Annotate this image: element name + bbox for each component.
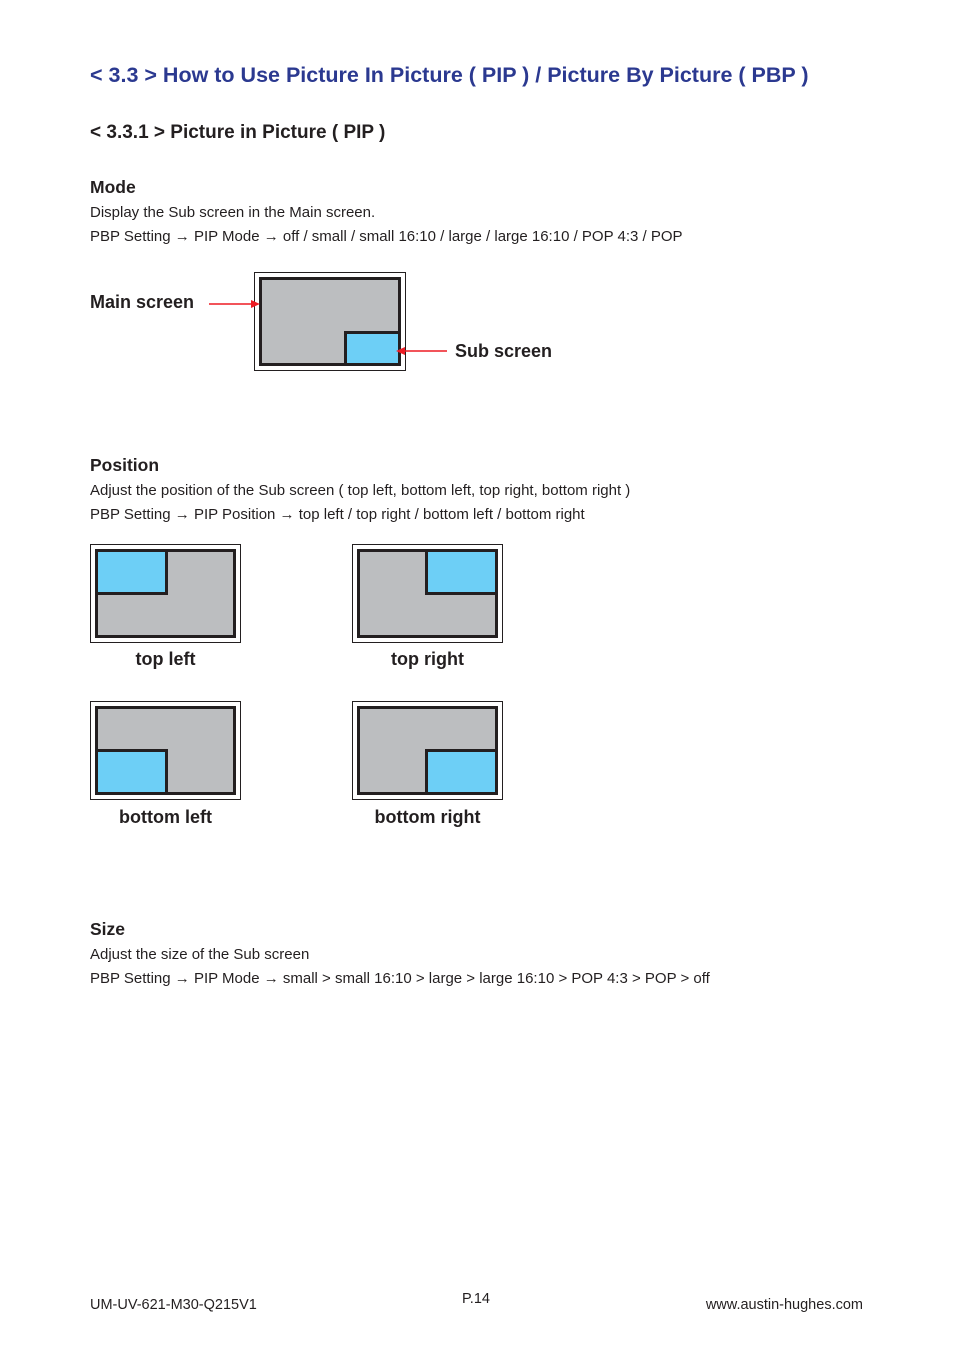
caption-top-right: top right	[391, 649, 464, 669]
sub-screen	[95, 549, 168, 595]
footer-page-number: P.14	[462, 1291, 490, 1307]
mode-title: Mode	[90, 177, 136, 197]
footer-doc-id: UM-UV-621-M30-Q215V1	[90, 1297, 257, 1313]
mode-path: PBP Setting → PIP Mode → off / small / small 16:10 / large / large 16:10 / POP 4:3 / POP	[90, 228, 683, 245]
main-screen	[95, 549, 236, 638]
section-heading: < 3.3 > How to Use Picture In Picture ( PIP ) / Picture By Picture ( PBP )	[90, 63, 809, 87]
sub-screen	[425, 549, 498, 595]
pip-top-right-diagram	[352, 544, 503, 643]
footer-website: www.austin-hughes.com	[705, 1297, 863, 1313]
position-description: Adjust the position of the Sub screen ( top left, bottom left, top right, bottom right )	[90, 482, 631, 499]
main-screen	[357, 706, 498, 795]
position-path: PBP Setting → PIP Position → top left / top right / bottom left / bottom right	[90, 506, 585, 523]
main-screen-arrow	[209, 300, 260, 308]
main-screen	[95, 706, 236, 795]
mode-description: Display the Sub screen in the Main screen.	[90, 204, 376, 221]
main-screen-label: Main screen	[90, 292, 195, 312]
size-title: Size	[90, 919, 126, 939]
caption-bottom-left: bottom left	[119, 807, 212, 827]
sub-screen	[425, 749, 498, 795]
pip-bottom-right-diagram	[352, 701, 503, 800]
sub-screen-arrow	[396, 347, 447, 355]
sub-screen-label: Sub screen	[455, 341, 553, 361]
subsection-heading: < 3.3.1 > Picture in Picture ( PIP )	[90, 122, 386, 143]
pip-bottom-left-diagram	[90, 701, 241, 800]
size-description: Adjust the size of the Sub screen	[90, 946, 310, 963]
main-screen	[357, 549, 498, 638]
caption-bottom-right: bottom right	[374, 807, 481, 827]
sub-screen	[95, 749, 168, 795]
size-path: PBP Setting → PIP Mode → small > small 16:10 > large > large 16:10 > POP 4:3 > POP > off	[90, 970, 710, 987]
position-title: Position	[90, 455, 160, 475]
pip-top-left-diagram	[90, 544, 241, 643]
caption-top-left: top left	[135, 649, 196, 669]
